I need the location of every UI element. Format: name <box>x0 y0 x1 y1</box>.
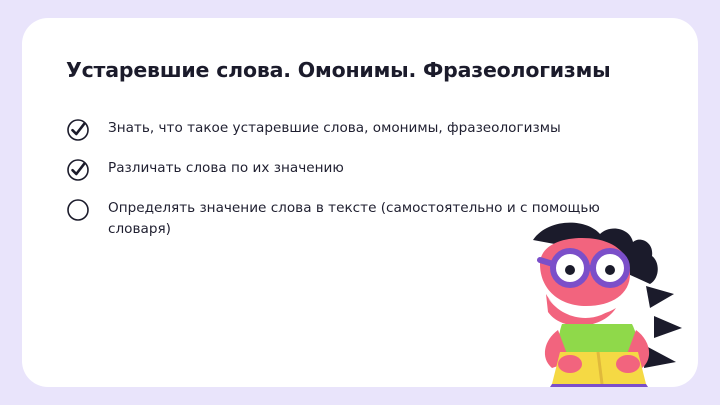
page-title: Устаревшие слова. Омонимы. Фразеологизмы <box>66 58 611 82</box>
list-item-label: Различать слова по их значению <box>108 159 344 176</box>
objectives-list <box>66 117 654 240</box>
checked-circle-icon <box>66 158 90 182</box>
list-item <box>66 117 654 151</box>
list-item-label: Определять значение слова в тексте (самостоятельно и с помощью словаря) <box>108 199 600 237</box>
list-item-label: Знать, что такое устаревшие слова, омонимы, фразеологизмы <box>108 119 561 136</box>
empty-circle-icon <box>66 198 90 222</box>
list-item <box>66 157 654 191</box>
content-card <box>22 18 698 387</box>
list-item <box>66 197 654 240</box>
checked-circle-icon <box>66 118 90 142</box>
